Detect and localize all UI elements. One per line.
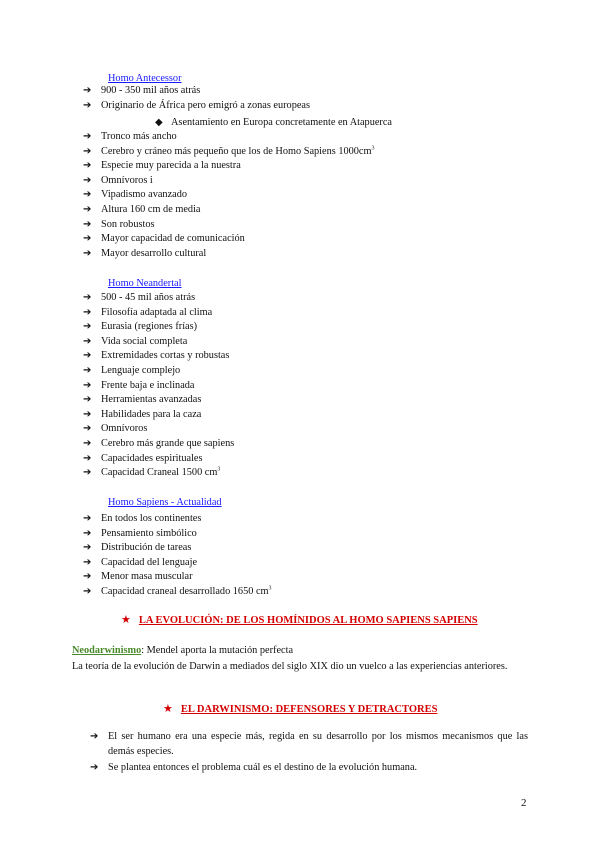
antecessor-list-a <box>83 84 310 113</box>
star-icon: ★ <box>121 613 131 626</box>
arrow-icon: ➔ <box>83 556 92 568</box>
list-item: ➔ Se plantea entonces el problema cuál es el destino de la evolución humana. <box>90 761 528 776</box>
arrow-icon: ➔ <box>83 160 92 172</box>
arrow-icon: ➔ <box>83 423 92 435</box>
list-item: ➔ Pensamiento simbólico <box>83 527 272 542</box>
list-item: ➔ Distribución de tareas <box>83 541 272 556</box>
list-item: ➔ Extremidades cortas y robustas <box>83 349 234 364</box>
arrow-icon: ➔ <box>83 85 92 96</box>
arrow-icon: ➔ <box>83 203 92 215</box>
arrow-icon: ➔ <box>83 452 92 464</box>
list-item: ➔ Menor masa muscular <box>83 570 272 585</box>
list-item: ➔ Lenguaje complejo <box>83 364 234 379</box>
star-icon: ★ <box>163 702 173 715</box>
list-item: ➔ Habilidades para la caza <box>83 408 234 423</box>
arrow-icon: ➔ <box>83 350 92 362</box>
section-title-antecessor[interactable]: Homo Antecessor <box>108 73 182 84</box>
arrow-icon: ➔ <box>83 513 92 524</box>
list-item: ➔ Originario de África pero emigró a zonas europeas <box>83 99 310 114</box>
arrow-icon: ➔ <box>83 542 92 554</box>
arrow-icon: ➔ <box>83 527 92 539</box>
heading-darwinismo: ★ EL DARWINISMO: DEFENSORES Y DETRACTORES <box>163 702 438 715</box>
list-item: ➔ Capacidades espirituales <box>83 452 234 467</box>
page-number: 2 <box>521 797 527 809</box>
arrow-icon: ➔ <box>83 218 92 230</box>
neandertal-list <box>83 291 234 481</box>
sub-list-item: ◆ Asentamiento en Europa concretamente en Atapuerca <box>155 116 392 131</box>
arrow-icon: ➔ <box>83 306 92 318</box>
list-item: ➔ Son robustos <box>83 218 375 233</box>
list-item: ➔ Mayor capacidad de comunicación <box>83 232 375 247</box>
list-item: ➔ Cerebro más grande que sapiens <box>83 437 234 452</box>
arrow-icon: ➔ <box>90 762 99 774</box>
list-item: ➔ Omnívoros i <box>83 174 375 189</box>
list-item: ➔ Vipadismo avanzado <box>83 188 375 203</box>
list-item: ➔ Omnívoros <box>83 422 234 437</box>
arrow-icon: ➔ <box>83 145 92 157</box>
sapiens-list <box>83 512 272 600</box>
arrow-icon: ➔ <box>83 585 92 597</box>
list-item: ➔ Filosofía adaptada al clima <box>83 306 234 321</box>
section-title-neandertal[interactable]: Homo Neandertal <box>108 278 182 289</box>
list-item: ➔ Vida social completa <box>83 335 234 350</box>
arrow-icon: ➔ <box>83 189 92 201</box>
arrow-icon: ➔ <box>83 364 92 376</box>
arrow-icon: ➔ <box>83 174 92 186</box>
neodarwinismo-line: Neodarwinismo: Mendel aporta la mutación perfecta <box>72 645 294 656</box>
arrow-icon: ➔ <box>83 321 92 333</box>
list-item: ➔ Herramientas avanzadas <box>83 393 234 408</box>
darwin-paragraph: La teoría de la evolución de Darwin a mediados del siglo XIX dio un vuelco a las experiencias anteriores. <box>72 661 508 672</box>
list-item: ➔ Cerebro y cráneo más pequeño que los de Homo Sapiens $1000cm^3$ <box>83 145 375 160</box>
arrow-icon: ➔ <box>83 571 92 583</box>
arrow-icon: ➔ <box>83 379 92 391</box>
arrow-icon: ➔ <box>90 731 99 742</box>
list-item: ➔ El ser humano era una especie más, regida en su desarrollo por los mismos mecanismos que las demás especies. <box>90 731 528 757</box>
arrow-icon: ➔ <box>83 233 92 245</box>
list-item: ➔ Capacidad craneal desarrollado 1650 $cm^3$ <box>83 585 272 600</box>
arrow-icon: ➔ <box>83 335 92 347</box>
arrow-icon: ➔ <box>83 394 92 406</box>
antecessor-list-b <box>83 130 375 261</box>
list-item: ➔ Mayor desarrollo cultural <box>83 247 375 262</box>
arrow-icon: ➔ <box>83 99 92 111</box>
arrow-icon: ➔ <box>83 408 92 420</box>
list-item: ➔ 500 - 45 mil años atrás <box>83 291 234 306</box>
arrow-icon: ➔ <box>83 437 92 449</box>
list-item: ➔ Altura 160 cm de media <box>83 203 375 218</box>
list-item: ➔ Frente baja e inclinada <box>83 379 234 394</box>
list-item: ➔ Eurasia (regiones frías) <box>83 320 234 335</box>
arrow-icon: ➔ <box>83 131 92 142</box>
list-item: ➔ Especie muy parecida a la nuestra <box>83 159 375 174</box>
arrow-icon: ➔ <box>83 467 92 479</box>
darwinismo-list <box>90 730 528 778</box>
list-item: ➔ En todos los continentes <box>83 512 272 527</box>
heading-evolucion: ★ LA EVOLUCIÓN: DE LOS HOMÍNIDOS AL HOMO SAPIENS SAPIENS <box>121 613 478 626</box>
arrow-icon: ➔ <box>83 292 92 303</box>
list-item: ➔ Capacidad Craneal 1500 $cm^3$ <box>83 466 234 481</box>
list-item: ➔ Capacidad del lenguaje <box>83 556 272 571</box>
neodarwinismo-term: Neodarwinismo <box>72 645 142 656</box>
section-title-sapiens[interactable]: Homo Sapiens - Actualidad <box>108 497 222 508</box>
arrow-icon: ➔ <box>83 247 92 259</box>
list-item: ➔ 900 - 350 mil años atrás <box>83 84 310 99</box>
diamond-bullet-icon: ◆ <box>155 117 163 128</box>
list-item: ➔ Tronco más ancho <box>83 130 375 145</box>
